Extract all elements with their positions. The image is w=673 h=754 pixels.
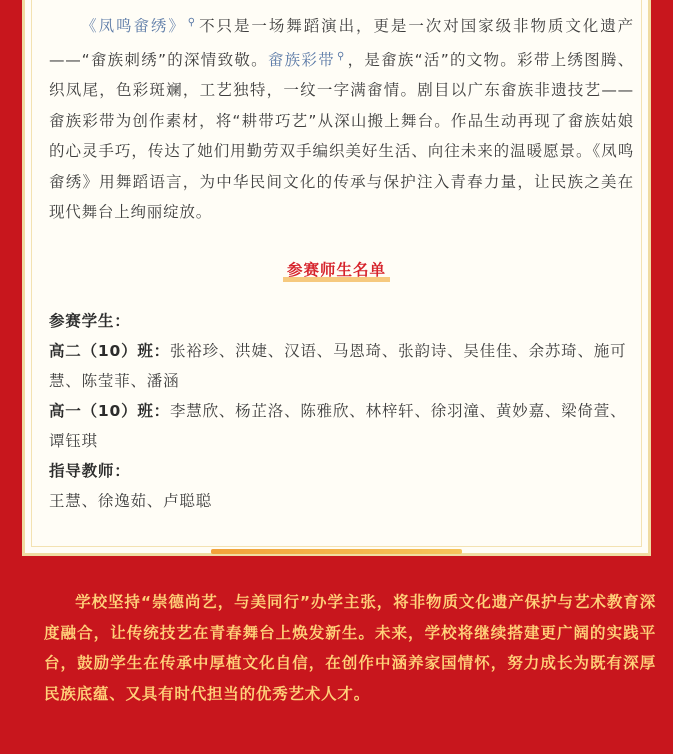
teachers-entry xyxy=(49,486,634,516)
decorative-bar xyxy=(211,549,462,554)
roster xyxy=(49,306,634,516)
ribbon-link[interactable]: 畲族彩带 xyxy=(267,50,335,69)
teachers-heading xyxy=(49,456,634,486)
class2-entry xyxy=(49,396,634,456)
intro-paragraph xyxy=(49,8,634,228)
search-icon[interactable]: ⚲ xyxy=(336,50,346,62)
teachers-label: 指导教师： xyxy=(49,462,131,480)
work-title-link[interactable]: 《凤鸣畲绣》 xyxy=(80,17,186,35)
class2-label: 高一（10）班： xyxy=(49,402,170,420)
class2-names: 李慧欣、杨芷洛、陈雅欣、林梓轩、徐羽潼、黄妙嘉、梁倚萱、谭钰琪 xyxy=(49,402,627,450)
class1-names: 张裕珍、洪婕、汉语、马恩琦、张韵诗、吴佳佳、余苏琦、施可慧、陈莹菲、潘涵 xyxy=(49,342,627,390)
closing-paragraph xyxy=(44,587,656,709)
content-card xyxy=(22,0,651,556)
intro-text-1: 不只是一场舞蹈演出，更是一次对国家级非物质文化遗产——“畲族刺绣”的深情致敬。 xyxy=(49,17,634,69)
section-title-text: 参赛师生名单 xyxy=(283,258,390,282)
search-icon[interactable]: ⚲ xyxy=(187,17,196,28)
teachers-names: 王慧、徐逸茹、卢聪聪 xyxy=(49,492,213,510)
students-heading xyxy=(49,306,634,336)
closing-text: 学校坚持“崇德尚艺，与美同行”办学主张，将非物质文化遗产保护与艺术教育深度融合，让传统技艺在青春舞台上焕发新生。未来，学校将继续搭建更广阔的实践平台，鼓励学生在传承中厚植文化自信，在创作中涵养家国情怀，努力成长为既有深厚民族底蕴、又具有时代担当的优秀艺术人才。 xyxy=(44,593,656,703)
class1-label: 高二（10）班： xyxy=(49,342,170,360)
section-title xyxy=(25,258,648,282)
class1-entry xyxy=(49,336,634,396)
students-label: 参赛学生： xyxy=(49,312,131,330)
intro-text-2: ，是畲族“活”的文物。彩带上绣图腾、织凤尾，色彩斑斓，工艺独特，一纹一字满畲情。剧目以广东畲族非遗技艺——畲族彩带为创作素材，将“耕带巧艺”从深山搬上舞台。作品生动再现了畲族姑娘的心灵手巧，传达了她们用勤劳双手编织美好生活、向往未来的温暖愿景。《凤鸣畲绣》用舞蹈语言，为中华民间文化的传承与保护注入青春力量，让民族之美在现代舞台上绚丽绽放。 xyxy=(49,50,634,221)
